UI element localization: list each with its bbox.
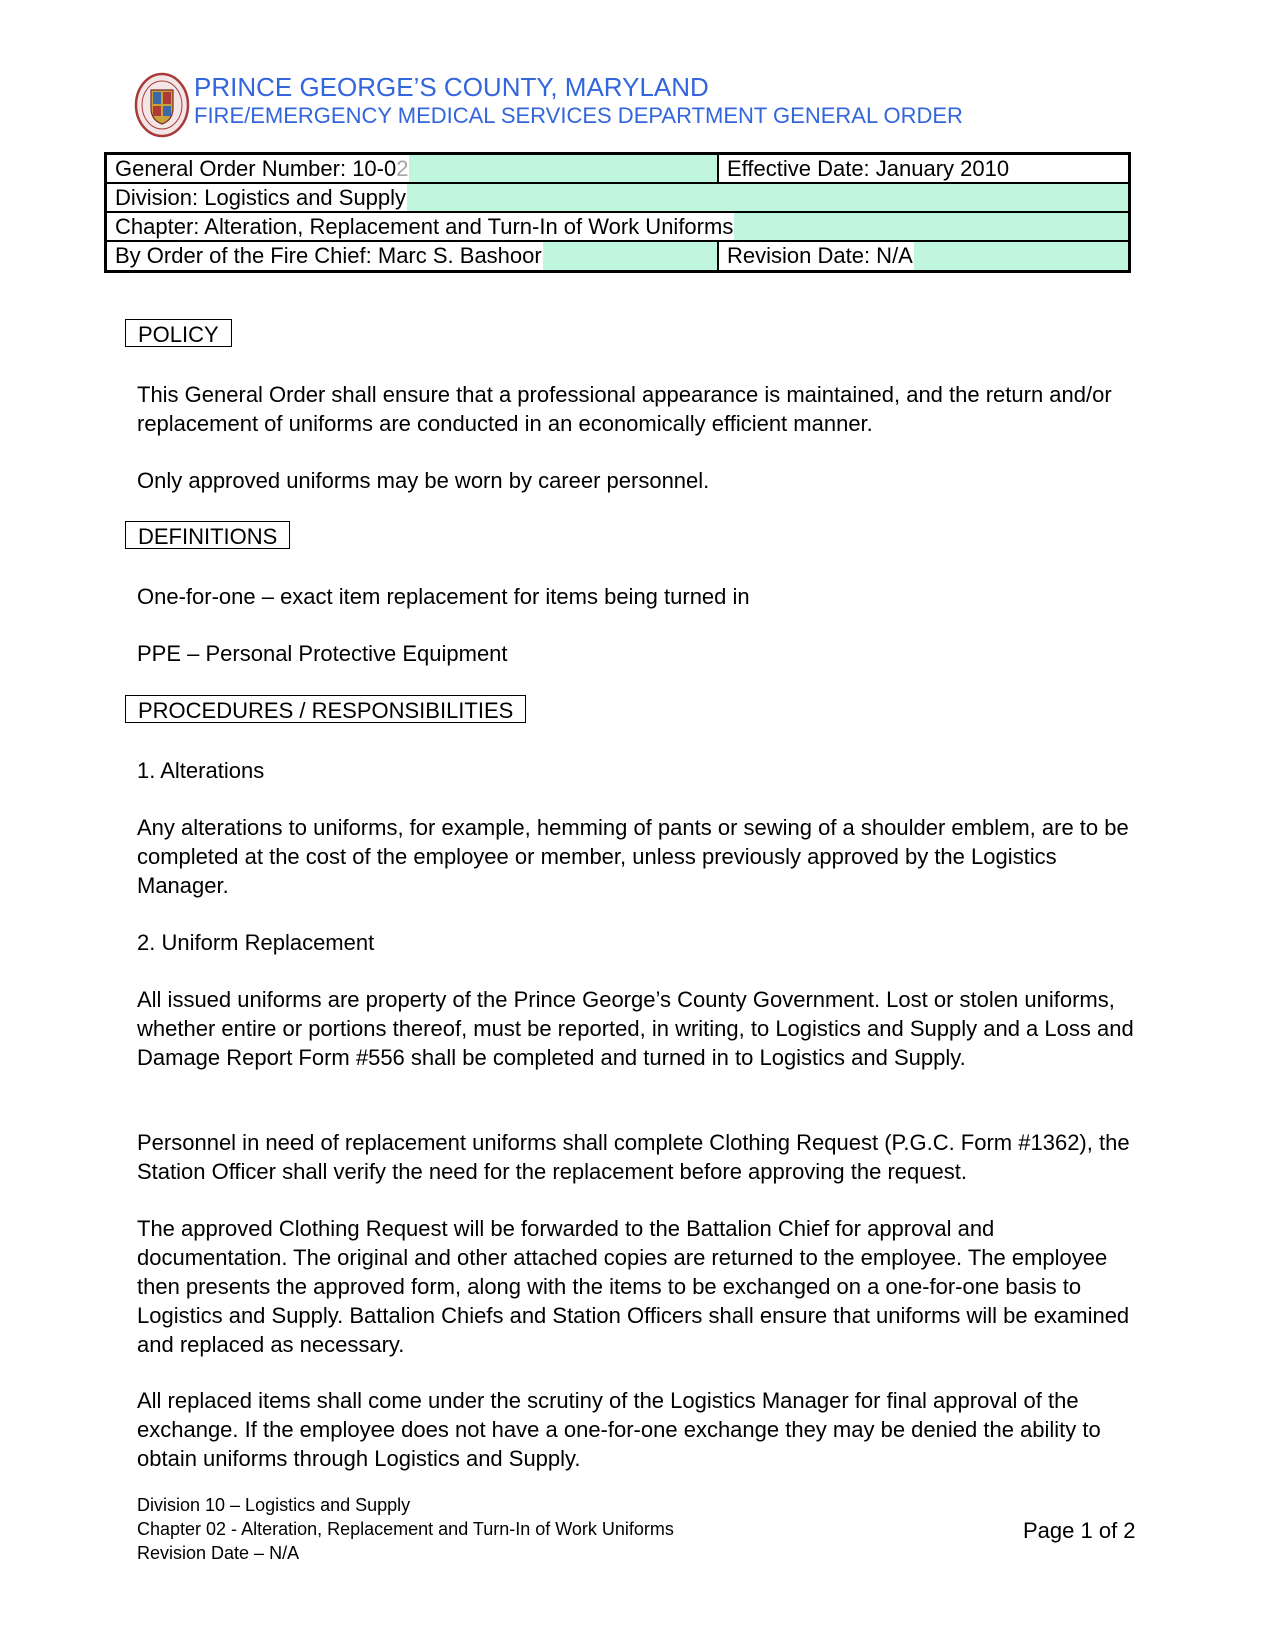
definition-one-for-one: One-for-one – exact item replacement for items being turned in bbox=[137, 584, 750, 609]
policy-paragraph-1: This General Order shall ensure that a professional appearance is maintained, and the return and/or replacement of uniforms are conducted in an economically efficient manner. bbox=[137, 382, 1112, 436]
form-field-highlight bbox=[543, 242, 717, 270]
header-county-title: PRINCE GEORGE’S COUNTY, MARYLAND bbox=[194, 72, 709, 102]
revision-date: Revision Date: N/A bbox=[727, 243, 913, 268]
revision-date-cell bbox=[719, 242, 1128, 270]
effective-date: Effective Date: January 2010 bbox=[727, 155, 1010, 181]
subheading-alterations: 1. Alterations bbox=[137, 758, 265, 783]
by-order-text: By Order of the Fire Chief: Marc S. Bashoor bbox=[115, 243, 542, 268]
replacement-paragraph-3: The approved Clothing Request will be forwarded to the Battalion Chief for approval and documentation. The original and other attached copies are returned to the employee. The employee then presents the approved form, along with the items to be exchanged on a one-for-one basis to Logistics and Supply. Battalion Chiefs and Station Officers shall ensure that uniforms will be examined and replaced as necessary. bbox=[137, 1216, 1130, 1357]
section-heading-definitions: DEFINITIONS bbox=[125, 521, 290, 549]
division-cell bbox=[107, 184, 1128, 211]
subheading-uniform-replacement: 2. Uniform Replacement bbox=[137, 930, 375, 955]
replacement-paragraph-4: All replaced items shall come under the scrutiny of the Logistics Manager for final approval of the exchange. If the employee does not have a one-for-one exchange they may be denied the ability to obtain uniforms through Logistics and Supply. bbox=[137, 1388, 1101, 1471]
effective-date-cell bbox=[719, 155, 1128, 182]
info-row-division bbox=[107, 184, 1128, 213]
chief-cell bbox=[107, 242, 719, 270]
order-info-table bbox=[104, 152, 1131, 273]
info-row-number bbox=[107, 155, 1128, 184]
replacement-paragraph-1: All issued uniforms are property of the Prince George’s County Government. Lost or stolen uniforms, whether entire or portions thereof, must be reported, in writing, to Logistics and Supply and a Loss and Damage Report Form #556 shall be completed and turned in to Logistics and Supply. bbox=[137, 987, 1134, 1070]
page-number: Page 1 of 2 bbox=[1023, 1518, 1136, 1543]
definition-ppe: PPE – Personal Protective Equipment bbox=[137, 641, 508, 666]
form-field-highlight bbox=[407, 184, 1128, 211]
header-department-title: FIRE/EMERGENCY MEDICAL SERVICES DEPARTMENT GENERAL ORDER bbox=[194, 103, 963, 128]
section-heading-policy: POLICY bbox=[125, 319, 232, 347]
footer-revision: Revision Date – N/A bbox=[137, 1543, 300, 1563]
info-row-chapter bbox=[107, 213, 1128, 242]
footer-chapter: Chapter 02 - Alteration, Replacement and Turn-In of Work Uniforms bbox=[137, 1519, 674, 1539]
section-heading-procedures: PROCEDURES / RESPONSIBILITIES bbox=[125, 695, 526, 723]
form-field-highlight bbox=[734, 213, 1128, 240]
order-number-label: General Order Number: 10-0 bbox=[115, 155, 397, 181]
replacement-paragraph-2: Personnel in need of replacement uniforms shall complete Clothing Request (P.G.C. Form #1362), the Station Officer shall verify the need for the replacement before approving the request. bbox=[137, 1130, 1130, 1184]
county-seal-logo bbox=[134, 72, 190, 138]
alterations-paragraph: Any alterations to uniforms, for example, hemming of pants or sewing of a shoulder emblem, are to be completed at the cost of the employee or member, unless previously approved by the Logistics Manager. bbox=[137, 815, 1129, 898]
policy-paragraph-2: Only approved uniforms may be worn by career personnel. bbox=[137, 468, 710, 493]
chapter-cell bbox=[107, 213, 1128, 240]
form-field-highlight bbox=[914, 242, 1128, 270]
footer-division: Division 10 – Logistics and Supply bbox=[137, 1495, 411, 1515]
order-number-cell bbox=[107, 155, 719, 182]
order-number-suffix: 2 bbox=[396, 155, 409, 181]
chapter-text: Chapter: Alteration, Replacement and Turn-In of Work Uniforms bbox=[115, 213, 734, 239]
division-text: Division: Logistics and Supply bbox=[115, 184, 407, 210]
info-row-chief bbox=[107, 242, 1128, 270]
form-field-highlight bbox=[409, 155, 717, 182]
